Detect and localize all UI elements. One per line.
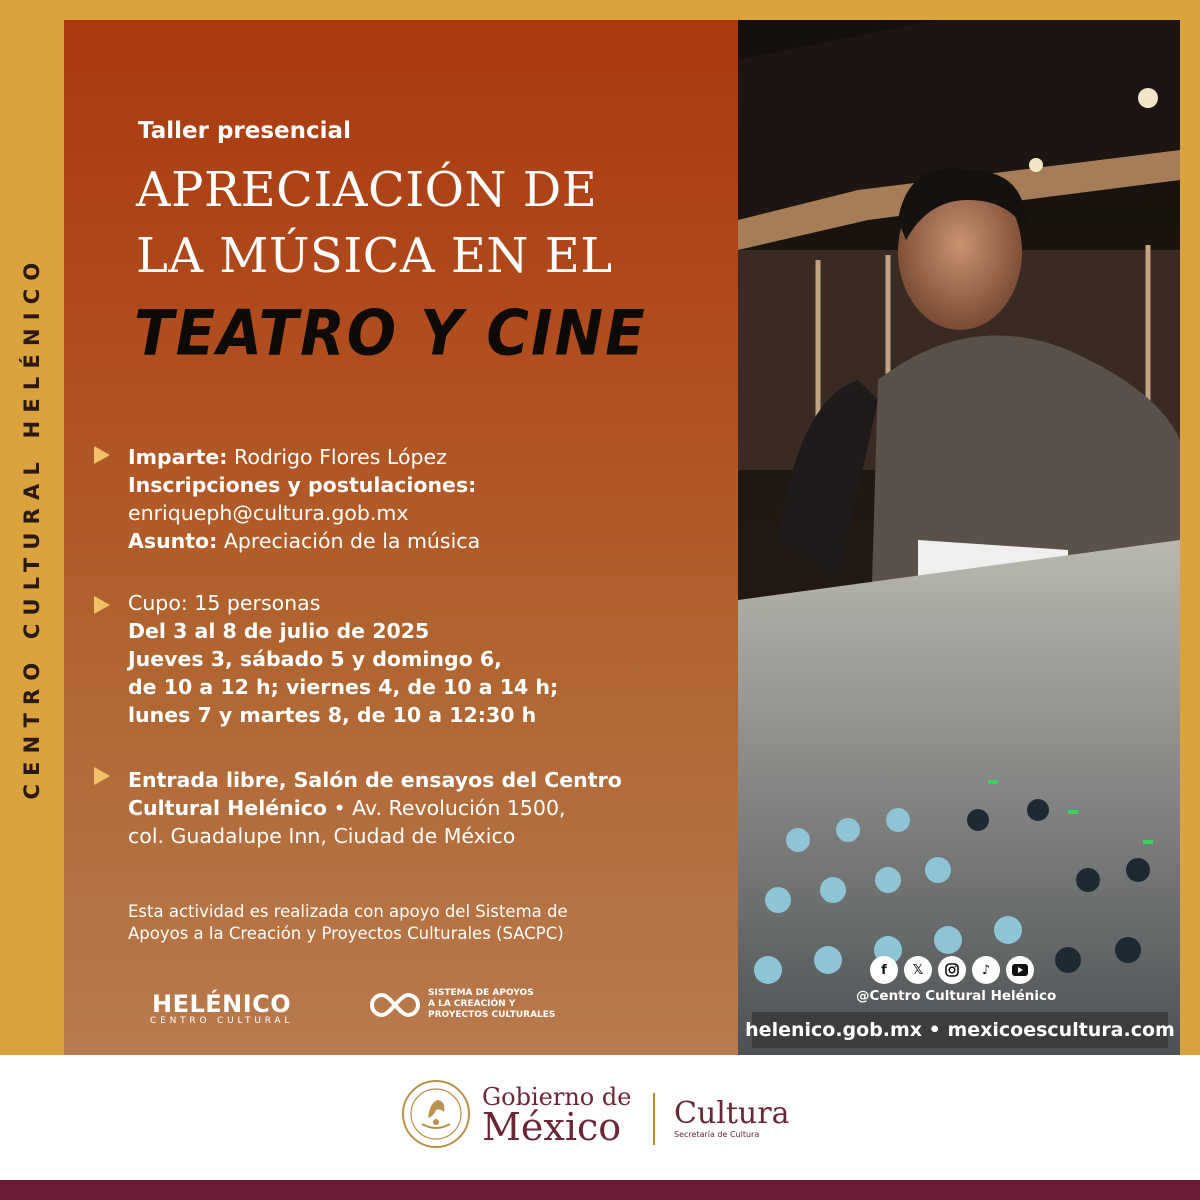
- schedule-line: lunes 7 y martes 8, de 10 a 12:30 h: [128, 703, 537, 727]
- workshop-type: Taller presencial: [138, 118, 351, 144]
- support-line-1: Esta actividad es realizada con apoyo del Sistema de: [128, 902, 568, 921]
- venue-name: Cultural Helénico: [128, 796, 328, 820]
- title-line-2: LA MÚSICA EN EL: [136, 228, 613, 284]
- x-icon[interactable]: 𝕏: [904, 956, 932, 984]
- venue-line-1: Entrada libre, Salón de ensayos del Centro: [128, 768, 622, 792]
- studio-photo: [738, 20, 1180, 1055]
- social-icons: [870, 956, 1034, 984]
- cultura-title: Cultura: [674, 1096, 790, 1131]
- title-line-1: APRECIACIÓN DE: [136, 162, 598, 218]
- gobierno-mexico-logo: [482, 1083, 631, 1149]
- side-band: [0, 0, 64, 1055]
- support-line-2: Apoyos a la Creación y Proyectos Culturales (SACPC): [128, 924, 564, 943]
- footer-bar: [0, 1180, 1200, 1200]
- venue-address: • Av. Revolución 1500,: [327, 796, 566, 820]
- sacpc-line-3: PROYECTOS CULTURALES: [428, 1010, 556, 1020]
- social-handle: @Centro Cultural Helénico: [856, 988, 1057, 1004]
- support-note: [128, 901, 568, 945]
- side-label: CENTRO CULTURAL HELÉNICO: [20, 254, 44, 800]
- gob-line-2: México: [482, 1105, 622, 1149]
- mexico-seal-icon: [400, 1078, 472, 1150]
- dates: Del 3 al 8 de julio de 2025: [128, 619, 430, 643]
- websites[interactable]: helenico.gob.mx • mexicoescultura.com: [752, 1012, 1168, 1048]
- facebook-icon[interactable]: f: [870, 956, 898, 984]
- sacpc-logo: [368, 988, 555, 1021]
- schedule-line: de 10 a 12 h; viernes 4, de 10 a 14 h;: [128, 675, 559, 699]
- instagram-icon[interactable]: [938, 956, 966, 984]
- registration-email[interactable]: enriqueph@cultura.gob.mx: [128, 501, 409, 525]
- instructor-name: Rodrigo Flores López: [234, 445, 447, 469]
- tiktok-icon[interactable]: ♪: [972, 956, 1000, 984]
- cultura-subtitle: Secretaría de Cultura: [674, 1130, 760, 1139]
- subject-value: Apreciación de la música: [223, 529, 481, 553]
- helenico-logo: [150, 990, 293, 1026]
- footer-divider: [653, 1093, 655, 1145]
- bullet-arrow-icon: [94, 596, 110, 614]
- registration-label: Inscripciones y postulaciones:: [128, 473, 477, 497]
- subject-label: Asunto:: [128, 529, 218, 553]
- bullet-arrow-icon: [94, 446, 110, 464]
- photo-panel: [738, 20, 1180, 1055]
- venue-block: [128, 766, 622, 850]
- capacity: Cupo: 15 personas: [128, 591, 321, 615]
- youtube-icon[interactable]: [1006, 956, 1034, 984]
- bullet-arrow-icon: [94, 767, 110, 785]
- schedule-block: [128, 589, 558, 729]
- gob-line-1: Gobierno de: [482, 1083, 632, 1111]
- helenico-logo-main: HELÉNICO: [152, 990, 292, 1018]
- instructor-label: Imparte:: [128, 445, 228, 469]
- infinity-icon: [368, 989, 422, 1021]
- sacpc-line-2: A LA CREACIÓN Y: [428, 999, 516, 1009]
- sacpc-line-1: SISTEMA DE APOYOS: [428, 988, 534, 998]
- venue-neighborhood: col. Guadalupe Inn, Ciudad de México: [128, 824, 516, 848]
- details-block: [128, 443, 480, 555]
- cultura-logo: [674, 1096, 789, 1139]
- helenico-logo-sub: CENTRO CULTURAL: [150, 1016, 294, 1026]
- title-line-3: TEATRO Y CINE: [134, 296, 647, 370]
- schedule-line: Jueves 3, sábado 5 y domingo 6,: [128, 647, 502, 671]
